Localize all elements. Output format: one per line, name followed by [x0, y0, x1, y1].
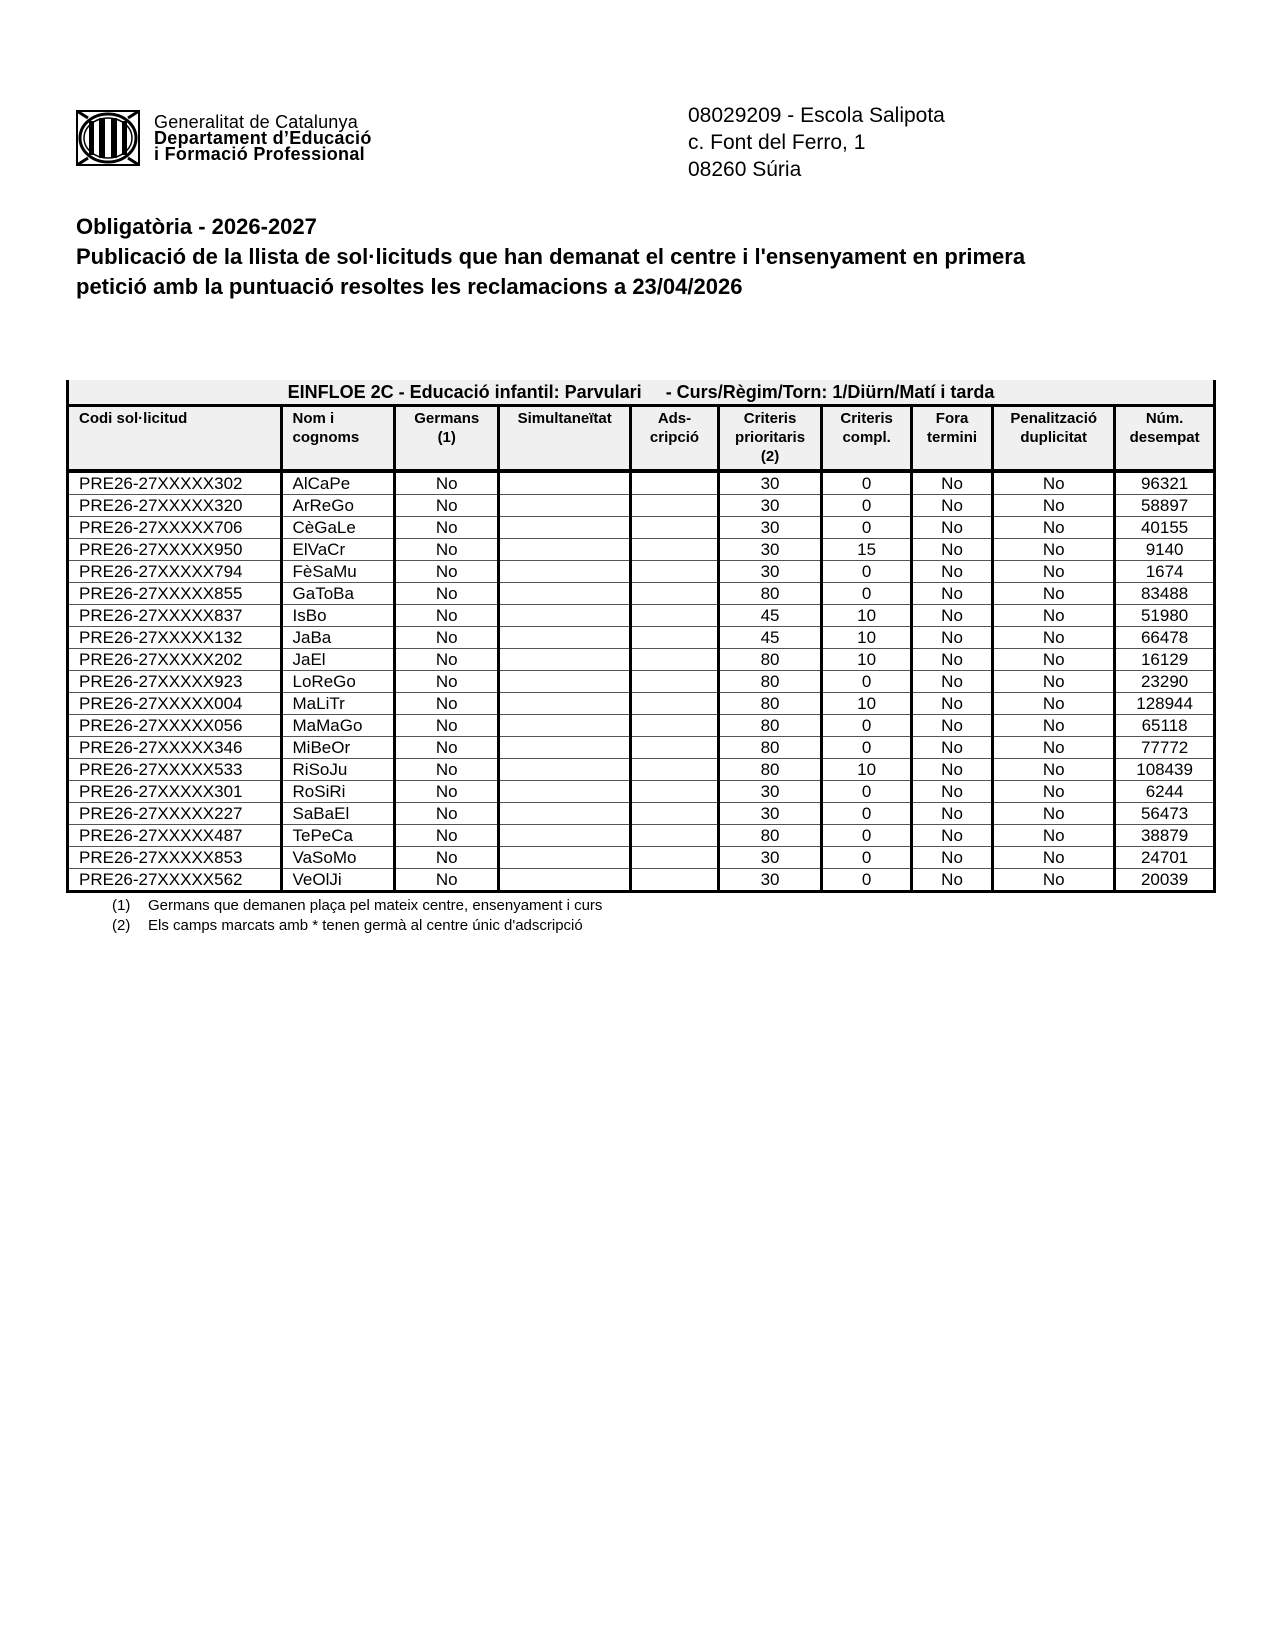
table-row: [68, 471, 1215, 495]
table-row: [68, 825, 1215, 847]
cell-adscripcio: [631, 759, 718, 781]
table-row: [68, 649, 1215, 671]
table-header-row: [68, 406, 1215, 472]
school-address-block: [688, 102, 945, 183]
cell-criteris-prioritaris: 80: [718, 693, 822, 715]
caption-course: EINFLOE 2C - Educació infantil: Parvulari: [287, 381, 642, 402]
cell-germans: No: [395, 471, 499, 495]
column-header-codi: Codi sol·licitud: [68, 406, 282, 472]
cell-nom: LoReGo: [281, 671, 395, 693]
school-city: 08260 Súria: [688, 158, 802, 181]
cell-codi: PRE26-27XXXXX301: [68, 781, 282, 803]
cell-adscripcio: [631, 737, 718, 759]
cell-simultaneitat: [499, 671, 631, 693]
logo-government-name: Generalitat de Catalunya: [154, 112, 358, 132]
cell-criteris-prioritaris: 80: [718, 759, 822, 781]
logo-department-name: Departament d’Educació: [154, 128, 372, 148]
cell-fora-termini: No: [911, 517, 992, 539]
table-row: [68, 495, 1215, 517]
cell-simultaneitat: [499, 649, 631, 671]
cell-criteris-compl: 0: [822, 847, 911, 869]
cell-simultaneitat: [499, 759, 631, 781]
cell-fora-termini: No: [911, 737, 992, 759]
table-row: [68, 561, 1215, 583]
cell-codi: PRE26-27XXXXX950: [68, 539, 282, 561]
cell-nom: TePeCa: [281, 825, 395, 847]
cell-germans: No: [395, 517, 499, 539]
cell-fora-termini: No: [911, 561, 992, 583]
cell-criteris-prioritaris: 30: [718, 539, 822, 561]
cell-desempat: 51980: [1115, 605, 1215, 627]
cell-criteris-prioritaris: 30: [718, 869, 822, 892]
cell-criteris-compl: 10: [822, 627, 911, 649]
cell-penalitzacio: No: [993, 803, 1115, 825]
cell-fora-termini: No: [911, 627, 992, 649]
cell-adscripcio: [631, 471, 718, 495]
cell-germans: No: [395, 693, 499, 715]
cell-fora-termini: No: [911, 693, 992, 715]
cell-criteris-compl: 10: [822, 693, 911, 715]
cell-germans: No: [395, 561, 499, 583]
column-header-nom: Nom i cognoms: [281, 406, 395, 472]
cell-codi: PRE26-27XXXXX562: [68, 869, 282, 892]
cell-codi: PRE26-27XXXXX853: [68, 847, 282, 869]
cell-adscripcio: [631, 825, 718, 847]
cell-germans: No: [395, 803, 499, 825]
table-row: [68, 781, 1215, 803]
cell-penalitzacio: No: [993, 759, 1115, 781]
cell-adscripcio: [631, 495, 718, 517]
cell-penalitzacio: No: [993, 627, 1115, 649]
cell-criteris-prioritaris: 80: [718, 649, 822, 671]
cell-criteris-compl: 0: [822, 715, 911, 737]
cell-codi: PRE26-27XXXXX346: [68, 737, 282, 759]
cell-desempat: 1674: [1115, 561, 1215, 583]
column-header-criteris-prioritaris: Criteris prioritaris (2): [718, 406, 822, 472]
applications-table: [66, 380, 1216, 893]
cell-nom: AlCaPe: [281, 471, 395, 495]
table-row: [68, 583, 1215, 605]
cell-desempat: 108439: [1115, 759, 1215, 781]
title-year: Obligatòria - 2026-2027: [76, 214, 317, 239]
footnotes: [112, 896, 602, 936]
cell-codi: PRE26-27XXXXX302: [68, 471, 282, 495]
cell-adscripcio: [631, 803, 718, 825]
cell-desempat: 77772: [1115, 737, 1215, 759]
cell-penalitzacio: No: [993, 693, 1115, 715]
column-header-adscripcio: Ads- cripció: [631, 406, 718, 472]
cell-desempat: 16129: [1115, 649, 1215, 671]
cell-criteris-compl: 0: [822, 781, 911, 803]
table-row: [68, 759, 1215, 781]
cell-criteris-compl: 10: [822, 649, 911, 671]
cell-desempat: 40155: [1115, 517, 1215, 539]
cell-germans: No: [395, 715, 499, 737]
cell-germans: No: [395, 869, 499, 892]
cell-desempat: 38879: [1115, 825, 1215, 847]
cell-penalitzacio: No: [993, 715, 1115, 737]
cell-nom: RiSoJu: [281, 759, 395, 781]
table-row: [68, 803, 1215, 825]
cell-germans: No: [395, 737, 499, 759]
table-row: [68, 869, 1215, 892]
cell-fora-termini: No: [911, 605, 992, 627]
cell-simultaneitat: [499, 627, 631, 649]
cell-adscripcio: [631, 693, 718, 715]
cell-adscripcio: [631, 605, 718, 627]
cell-fora-termini: No: [911, 471, 992, 495]
cell-germans: No: [395, 759, 499, 781]
cell-criteris-compl: 0: [822, 561, 911, 583]
table-caption-row: [68, 380, 1215, 406]
cell-adscripcio: [631, 715, 718, 737]
cell-simultaneitat: [499, 517, 631, 539]
footnote-1: [112, 896, 602, 916]
cell-criteris-prioritaris: 30: [718, 803, 822, 825]
cell-simultaneitat: [499, 869, 631, 892]
cell-nom: CèGaLe: [281, 517, 395, 539]
column-header-criteris-compl: Criteris compl.: [822, 406, 911, 472]
cell-simultaneitat: [499, 561, 631, 583]
cell-criteris-prioritaris: 30: [718, 847, 822, 869]
cell-desempat: 65118: [1115, 715, 1215, 737]
cell-criteris-prioritaris: 80: [718, 583, 822, 605]
table-row: [68, 737, 1215, 759]
cell-simultaneitat: [499, 847, 631, 869]
cell-criteris-compl: 0: [822, 517, 911, 539]
cell-nom: VaSoMo: [281, 847, 395, 869]
cell-adscripcio: [631, 781, 718, 803]
cell-desempat: 9140: [1115, 539, 1215, 561]
cell-nom: ElVaCr: [281, 539, 395, 561]
cell-criteris-prioritaris: 45: [718, 627, 822, 649]
cell-adscripcio: [631, 583, 718, 605]
cell-fora-termini: No: [911, 869, 992, 892]
table-caption: [68, 380, 1215, 406]
cell-penalitzacio: No: [993, 539, 1115, 561]
cell-germans: No: [395, 649, 499, 671]
generalitat-emblem-icon: [76, 110, 140, 166]
table-row: [68, 605, 1215, 627]
cell-nom: JaBa: [281, 627, 395, 649]
cell-criteris-compl: 0: [822, 671, 911, 693]
cell-criteris-compl: 0: [822, 495, 911, 517]
cell-codi: PRE26-27XXXXX855: [68, 583, 282, 605]
cell-criteris-prioritaris: 80: [718, 671, 822, 693]
cell-penalitzacio: No: [993, 517, 1115, 539]
cell-fora-termini: No: [911, 847, 992, 869]
cell-germans: No: [395, 583, 499, 605]
cell-penalitzacio: No: [993, 847, 1115, 869]
cell-criteris-compl: 0: [822, 825, 911, 847]
cell-simultaneitat: [499, 471, 631, 495]
cell-nom: MaMaGo: [281, 715, 395, 737]
cell-simultaneitat: [499, 715, 631, 737]
cell-criteris-compl: 10: [822, 759, 911, 781]
table-row: [68, 715, 1215, 737]
cell-germans: No: [395, 539, 499, 561]
cell-desempat: 66478: [1115, 627, 1215, 649]
cell-codi: PRE26-27XXXXX004: [68, 693, 282, 715]
title-description-1: Publicació de la llista de sol·licituds que han demanat el centre i l'ensenyament en primera: [76, 244, 1026, 269]
cell-nom: JaEl: [281, 649, 395, 671]
generalitat-logo: [76, 110, 372, 166]
cell-codi: PRE26-27XXXXX056: [68, 715, 282, 737]
title-description-2: petició amb la puntuació resoltes les reclamacions a 23/04/2026: [76, 274, 743, 299]
cell-desempat: 58897: [1115, 495, 1215, 517]
cell-criteris-prioritaris: 30: [718, 781, 822, 803]
cell-simultaneitat: [499, 781, 631, 803]
cell-adscripcio: [631, 671, 718, 693]
cell-fora-termini: No: [911, 825, 992, 847]
cell-nom: ArReGo: [281, 495, 395, 517]
footnote-number: (1): [112, 897, 131, 914]
table-row: [68, 847, 1215, 869]
cell-penalitzacio: No: [993, 605, 1115, 627]
cell-germans: No: [395, 495, 499, 517]
cell-desempat: 83488: [1115, 583, 1215, 605]
cell-desempat: 56473: [1115, 803, 1215, 825]
cell-codi: PRE26-27XXXXX202: [68, 649, 282, 671]
cell-nom: GaToBa: [281, 583, 395, 605]
cell-criteris-prioritaris: 30: [718, 471, 822, 495]
cell-simultaneitat: [499, 495, 631, 517]
cell-fora-termini: No: [911, 495, 992, 517]
cell-germans: No: [395, 825, 499, 847]
cell-codi: PRE26-27XXXXX706: [68, 517, 282, 539]
cell-criteris-prioritaris: 80: [718, 825, 822, 847]
cell-fora-termini: No: [911, 539, 992, 561]
cell-germans: No: [395, 847, 499, 869]
cell-codi: PRE26-27XXXXX132: [68, 627, 282, 649]
cell-desempat: 96321: [1115, 471, 1215, 495]
cell-adscripcio: [631, 539, 718, 561]
column-header-germans: Germans (1): [395, 406, 499, 472]
school-street: c. Font del Ferro, 1: [688, 131, 866, 154]
cell-adscripcio: [631, 627, 718, 649]
cell-nom: RoSiRi: [281, 781, 395, 803]
cell-criteris-prioritaris: 80: [718, 715, 822, 737]
cell-desempat: 24701: [1115, 847, 1215, 869]
cell-adscripcio: [631, 561, 718, 583]
cell-fora-termini: No: [911, 649, 992, 671]
cell-nom: SaBaEl: [281, 803, 395, 825]
cell-criteris-prioritaris: 30: [718, 561, 822, 583]
cell-simultaneitat: [499, 539, 631, 561]
logo-department-name-2: i Formació Professional: [154, 144, 365, 164]
cell-fora-termini: No: [911, 671, 992, 693]
cell-criteris-compl: 0: [822, 869, 911, 892]
cell-desempat: 20039: [1115, 869, 1215, 892]
footnote-number: (2): [112, 917, 131, 934]
cell-fora-termini: No: [911, 583, 992, 605]
cell-adscripcio: [631, 847, 718, 869]
cell-codi: PRE26-27XXXXX837: [68, 605, 282, 627]
cell-penalitzacio: No: [993, 825, 1115, 847]
column-header-simultaneitat: Simultaneïtat: [499, 406, 631, 472]
cell-simultaneitat: [499, 737, 631, 759]
cell-simultaneitat: [499, 583, 631, 605]
cell-penalitzacio: No: [993, 869, 1115, 892]
cell-fora-termini: No: [911, 759, 992, 781]
cell-codi: PRE26-27XXXXX923: [68, 671, 282, 693]
cell-criteris-prioritaris: 45: [718, 605, 822, 627]
cell-simultaneitat: [499, 693, 631, 715]
cell-nom: VeOlJi: [281, 869, 395, 892]
cell-adscripcio: [631, 517, 718, 539]
cell-adscripcio: [631, 649, 718, 671]
cell-penalitzacio: No: [993, 495, 1115, 517]
table-row: [68, 627, 1215, 649]
applications-table-container: [66, 380, 1216, 893]
cell-desempat: 6244: [1115, 781, 1215, 803]
cell-codi: PRE26-27XXXXX320: [68, 495, 282, 517]
cell-germans: No: [395, 781, 499, 803]
footnote-2: [112, 916, 602, 936]
school-name: 08029209 - Escola Salipota: [688, 104, 945, 127]
table-row: [68, 539, 1215, 561]
cell-nom: IsBo: [281, 605, 395, 627]
cell-adscripcio: [631, 869, 718, 892]
cell-nom: MiBeOr: [281, 737, 395, 759]
cell-fora-termini: No: [911, 803, 992, 825]
cell-germans: No: [395, 605, 499, 627]
cell-penalitzacio: No: [993, 561, 1115, 583]
column-header-fora-termini: Fora termini: [911, 406, 992, 472]
cell-criteris-compl: 0: [822, 471, 911, 495]
cell-fora-termini: No: [911, 715, 992, 737]
cell-simultaneitat: [499, 825, 631, 847]
footnote-text: Els camps marcats amb * tenen germà al centre únic d'adscripció: [148, 917, 583, 934]
cell-penalitzacio: No: [993, 583, 1115, 605]
cell-simultaneitat: [499, 605, 631, 627]
cell-germans: No: [395, 671, 499, 693]
table-row: [68, 693, 1215, 715]
cell-penalitzacio: No: [993, 737, 1115, 759]
cell-codi: PRE26-27XXXXX487: [68, 825, 282, 847]
table-body: [68, 471, 1215, 892]
table-row: [68, 671, 1215, 693]
caption-regime: - Curs/Règim/Torn: 1/Diürn/Matí i tarda: [665, 381, 995, 402]
cell-germans: No: [395, 627, 499, 649]
cell-codi: PRE26-27XXXXX794: [68, 561, 282, 583]
cell-desempat: 23290: [1115, 671, 1215, 693]
cell-desempat: 128944: [1115, 693, 1215, 715]
cell-penalitzacio: No: [993, 671, 1115, 693]
cell-penalitzacio: No: [993, 781, 1115, 803]
cell-criteris-compl: 15: [822, 539, 911, 561]
cell-criteris-compl: 0: [822, 803, 911, 825]
cell-criteris-prioritaris: 30: [718, 495, 822, 517]
cell-criteris-prioritaris: 30: [718, 517, 822, 539]
table-row: [68, 517, 1215, 539]
cell-codi: PRE26-27XXXXX227: [68, 803, 282, 825]
column-header-desempat: Núm. desempat: [1115, 406, 1215, 472]
cell-penalitzacio: No: [993, 649, 1115, 671]
cell-simultaneitat: [499, 803, 631, 825]
cell-nom: MaLiTr: [281, 693, 395, 715]
cell-criteris-compl: 0: [822, 583, 911, 605]
cell-fora-termini: No: [911, 781, 992, 803]
document-title: [76, 212, 1186, 302]
cell-penalitzacio: No: [993, 471, 1115, 495]
cell-nom: FèSaMu: [281, 561, 395, 583]
cell-criteris-compl: 0: [822, 737, 911, 759]
cell-criteris-compl: 10: [822, 605, 911, 627]
cell-criteris-prioritaris: 80: [718, 737, 822, 759]
column-header-penalitzacio: Penalització duplicitat: [993, 406, 1115, 472]
cell-codi: PRE26-27XXXXX533: [68, 759, 282, 781]
logo-text: [154, 114, 372, 162]
footnote-text: Germans que demanen plaça pel mateix centre, ensenyament i curs: [148, 897, 603, 914]
